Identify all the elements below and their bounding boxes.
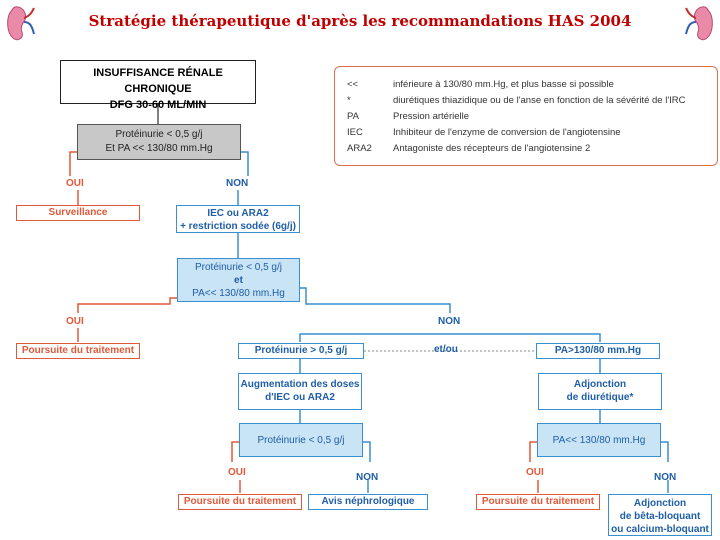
non-label: NON (438, 316, 461, 327)
iec-box-line1: IEC ou ARA2 (207, 208, 269, 219)
condition-box-1 (77, 124, 241, 160)
legend-row (347, 143, 707, 157)
non-label: NON (226, 178, 249, 189)
legend-key: IEC (347, 127, 363, 138)
augmentation-box (238, 373, 362, 410)
legend-value: Inhibiteur de l'enzyme de conversion de l'angiotensine (393, 127, 621, 138)
oui-label: OUI (526, 467, 544, 478)
legend-value: Antagoniste des récepteurs de l'angiotensine 2 (393, 143, 591, 154)
adjonction-beta-box (608, 494, 712, 536)
legend-value: inférieure à 130/80 mm.Hg, et plus basse si possible (393, 79, 614, 90)
proteinurie-high-box: Protéinurie > 0,5 g/j (238, 343, 364, 359)
surveillance-box: Surveillance (16, 205, 140, 221)
avis-nephrologique-box: Avis néphrologique (308, 494, 428, 510)
condition-box-2 (177, 258, 300, 302)
poursuite-box: Poursuite du traitement (16, 343, 140, 359)
condition-2-line2: et (234, 275, 243, 286)
start-box (60, 60, 256, 111)
condition-box-3: Protéinurie < 0,5 g/j (239, 423, 363, 457)
adjonction-beta-line3: ou calcium-bloquant (611, 524, 709, 535)
oui-label: OUI (66, 316, 84, 327)
non-label: NON (356, 472, 379, 483)
adjonction-diur-line2: de diurétique* (566, 392, 634, 403)
adjonction-beta-line1: Adjonction (633, 498, 687, 509)
iec-box-line2: + restriction sodée (6g/j) (180, 221, 296, 232)
condition-2-line3: PA<< 130/80 mm.Hg (192, 288, 285, 299)
pa-high-box: PA>130/80 mm.Hg (536, 343, 660, 359)
condition-1-line2: Et PA << 130/80 mm.Hg (105, 143, 213, 154)
start-box-line2: DFG 30-60 ML/MIN (109, 99, 207, 111)
page-title: Stratégie thérapeutique d'après les recommandations HAS 2004 (88, 12, 632, 30)
start-box-line1: INSUFFISANCE RÉNALE CHRONIQUE (93, 67, 223, 95)
augmentation-line2: d'IEC ou ARA2 (265, 392, 335, 403)
augmentation-line1: Augmentation des doses (240, 379, 360, 390)
legend-value: Pression artérielle (393, 111, 470, 122)
condition-1-line1: Protéinurie < 0,5 g/j (115, 129, 203, 140)
legend-key: * (347, 95, 351, 106)
non-label: NON (654, 472, 677, 483)
adjonction-beta-line2: de bêta-bloquant (619, 511, 701, 522)
oui-label: OUI (228, 467, 246, 478)
legend-key: << (347, 79, 359, 90)
legend-key: ARA2 (347, 143, 372, 154)
poursuite-box: Poursuite du traitement (178, 494, 302, 510)
adjonction-diuretique-box (538, 373, 662, 410)
iec-ara2-box (176, 205, 300, 233)
legend-row (347, 127, 707, 141)
legend-box (334, 66, 718, 166)
legend-row (347, 95, 707, 109)
legend-row (347, 79, 707, 93)
condition-2-line1: Protéinurie < 0,5 g/j (195, 262, 282, 273)
legend-key: PA (347, 111, 359, 122)
poursuite-box: Poursuite du traitement (476, 494, 600, 510)
adjonction-diur-line1: Adjonction (573, 379, 627, 390)
legend-value: diurétiques thiazidique ou de l'anse en fonction de la sévérité de l'IRC (393, 95, 686, 106)
etou-label: et/ou (434, 344, 458, 355)
condition-box-4: PA<< 130/80 mm.Hg (537, 423, 661, 457)
oui-label: OUI (66, 178, 84, 189)
legend-row (347, 111, 707, 125)
